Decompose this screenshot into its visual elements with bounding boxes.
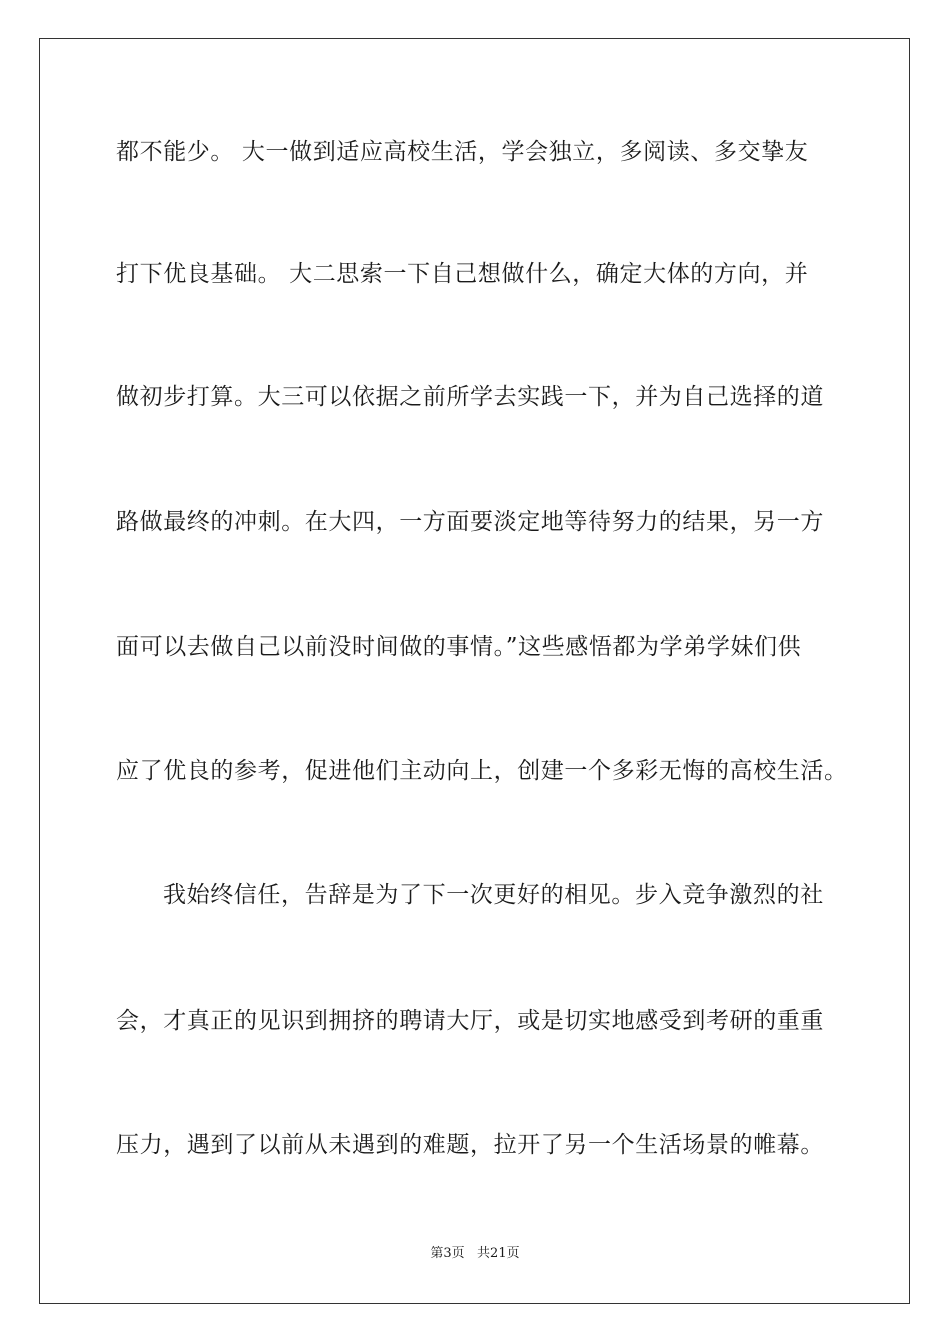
text-line-6: 应了优良的参考，促进他们主动向上，创建一个多彩无悔的高校生活。: [116, 758, 848, 784]
text-line-1: 都不能少。 大一做到适应高校生活，学会独立，多阅读、多交挚友: [116, 139, 809, 165]
text-line-3: 做初步打算。大三可以依据之前所学去实践一下，并为自己选择的道: [116, 384, 824, 410]
text-line-5: 面可以去做自己以前没时间做的事情。”这些感悟都为学弟学妹们供: [116, 634, 802, 660]
text-line-9: 压力，遇到了以前从未遇到的难题，拉开了另一个生活场景的帷幕。: [116, 1132, 824, 1158]
text-line-8: 会，才真正的见识到拥挤的聘请大厅，或是切实地感受到考研的重重: [116, 1008, 824, 1034]
text-line-2: 打下优良基础。 大二思索一下自己想做什么，确定大体的方向，并: [116, 261, 809, 287]
page-border: [39, 38, 910, 1304]
text-line-7-paragraph-start: 我始终信任，告辞是为了下一次更好的相见。步入竞争激烈的社: [163, 882, 824, 908]
page-number-footer: 第3页 共21页: [430, 1246, 520, 1261]
text-line-4: 路做最终的冲刺。在大四，一方面要淡定地等待努力的结果，另一方: [116, 509, 824, 535]
